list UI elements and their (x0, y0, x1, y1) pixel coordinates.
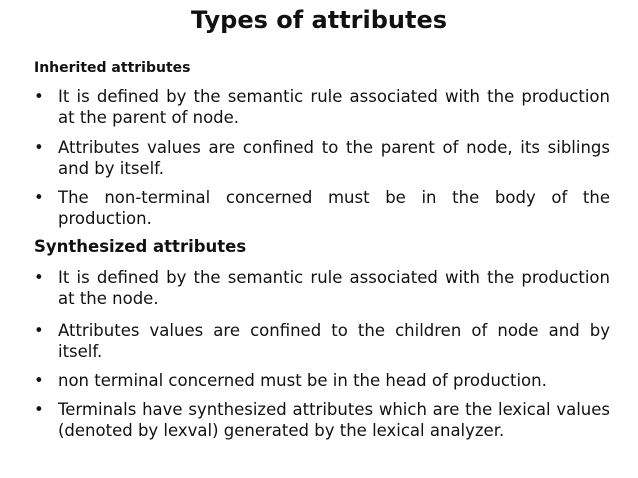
list-item-text: It is defined by the semantic rule associated with the production at the parent of node. (58, 87, 610, 127)
bullet-icon: • (34, 138, 44, 157)
list-item (34, 399, 610, 441)
bullet-icon: • (34, 268, 44, 287)
list-item-text: non terminal concerned must be in the head of production. (58, 371, 547, 390)
list-item-text: Terminals have synthesized attributes which are the lexical values (denoted by lexval) generated by the lexical analyzer. (58, 400, 610, 440)
bullet-icon: • (34, 321, 44, 340)
list-item (34, 320, 610, 362)
list-item-text: Attributes values are confined to the parent of node, its siblings and by itself. (58, 138, 610, 178)
bullet-icon: • (34, 188, 44, 207)
list-item (34, 187, 610, 229)
page-title: Types of attributes (190, 6, 448, 34)
list-item (34, 370, 610, 391)
bullet-icon: • (34, 400, 44, 419)
section-heading-inherited: Inherited attributes (34, 60, 191, 76)
list-item-text: Attributes values are confined to the children of node and by itself. (58, 321, 610, 361)
list-item-text: The non-terminal concerned must be in the body of the production. (58, 188, 610, 228)
list-item (34, 86, 610, 128)
bullet-icon: • (34, 371, 44, 390)
bullet-icon: • (34, 87, 44, 106)
list-item (34, 267, 610, 309)
list-item-text: It is defined by the semantic rule associated with the production at the node. (58, 268, 610, 308)
list-item (34, 137, 610, 179)
section-heading-synthesized: Synthesized attributes (34, 237, 247, 256)
